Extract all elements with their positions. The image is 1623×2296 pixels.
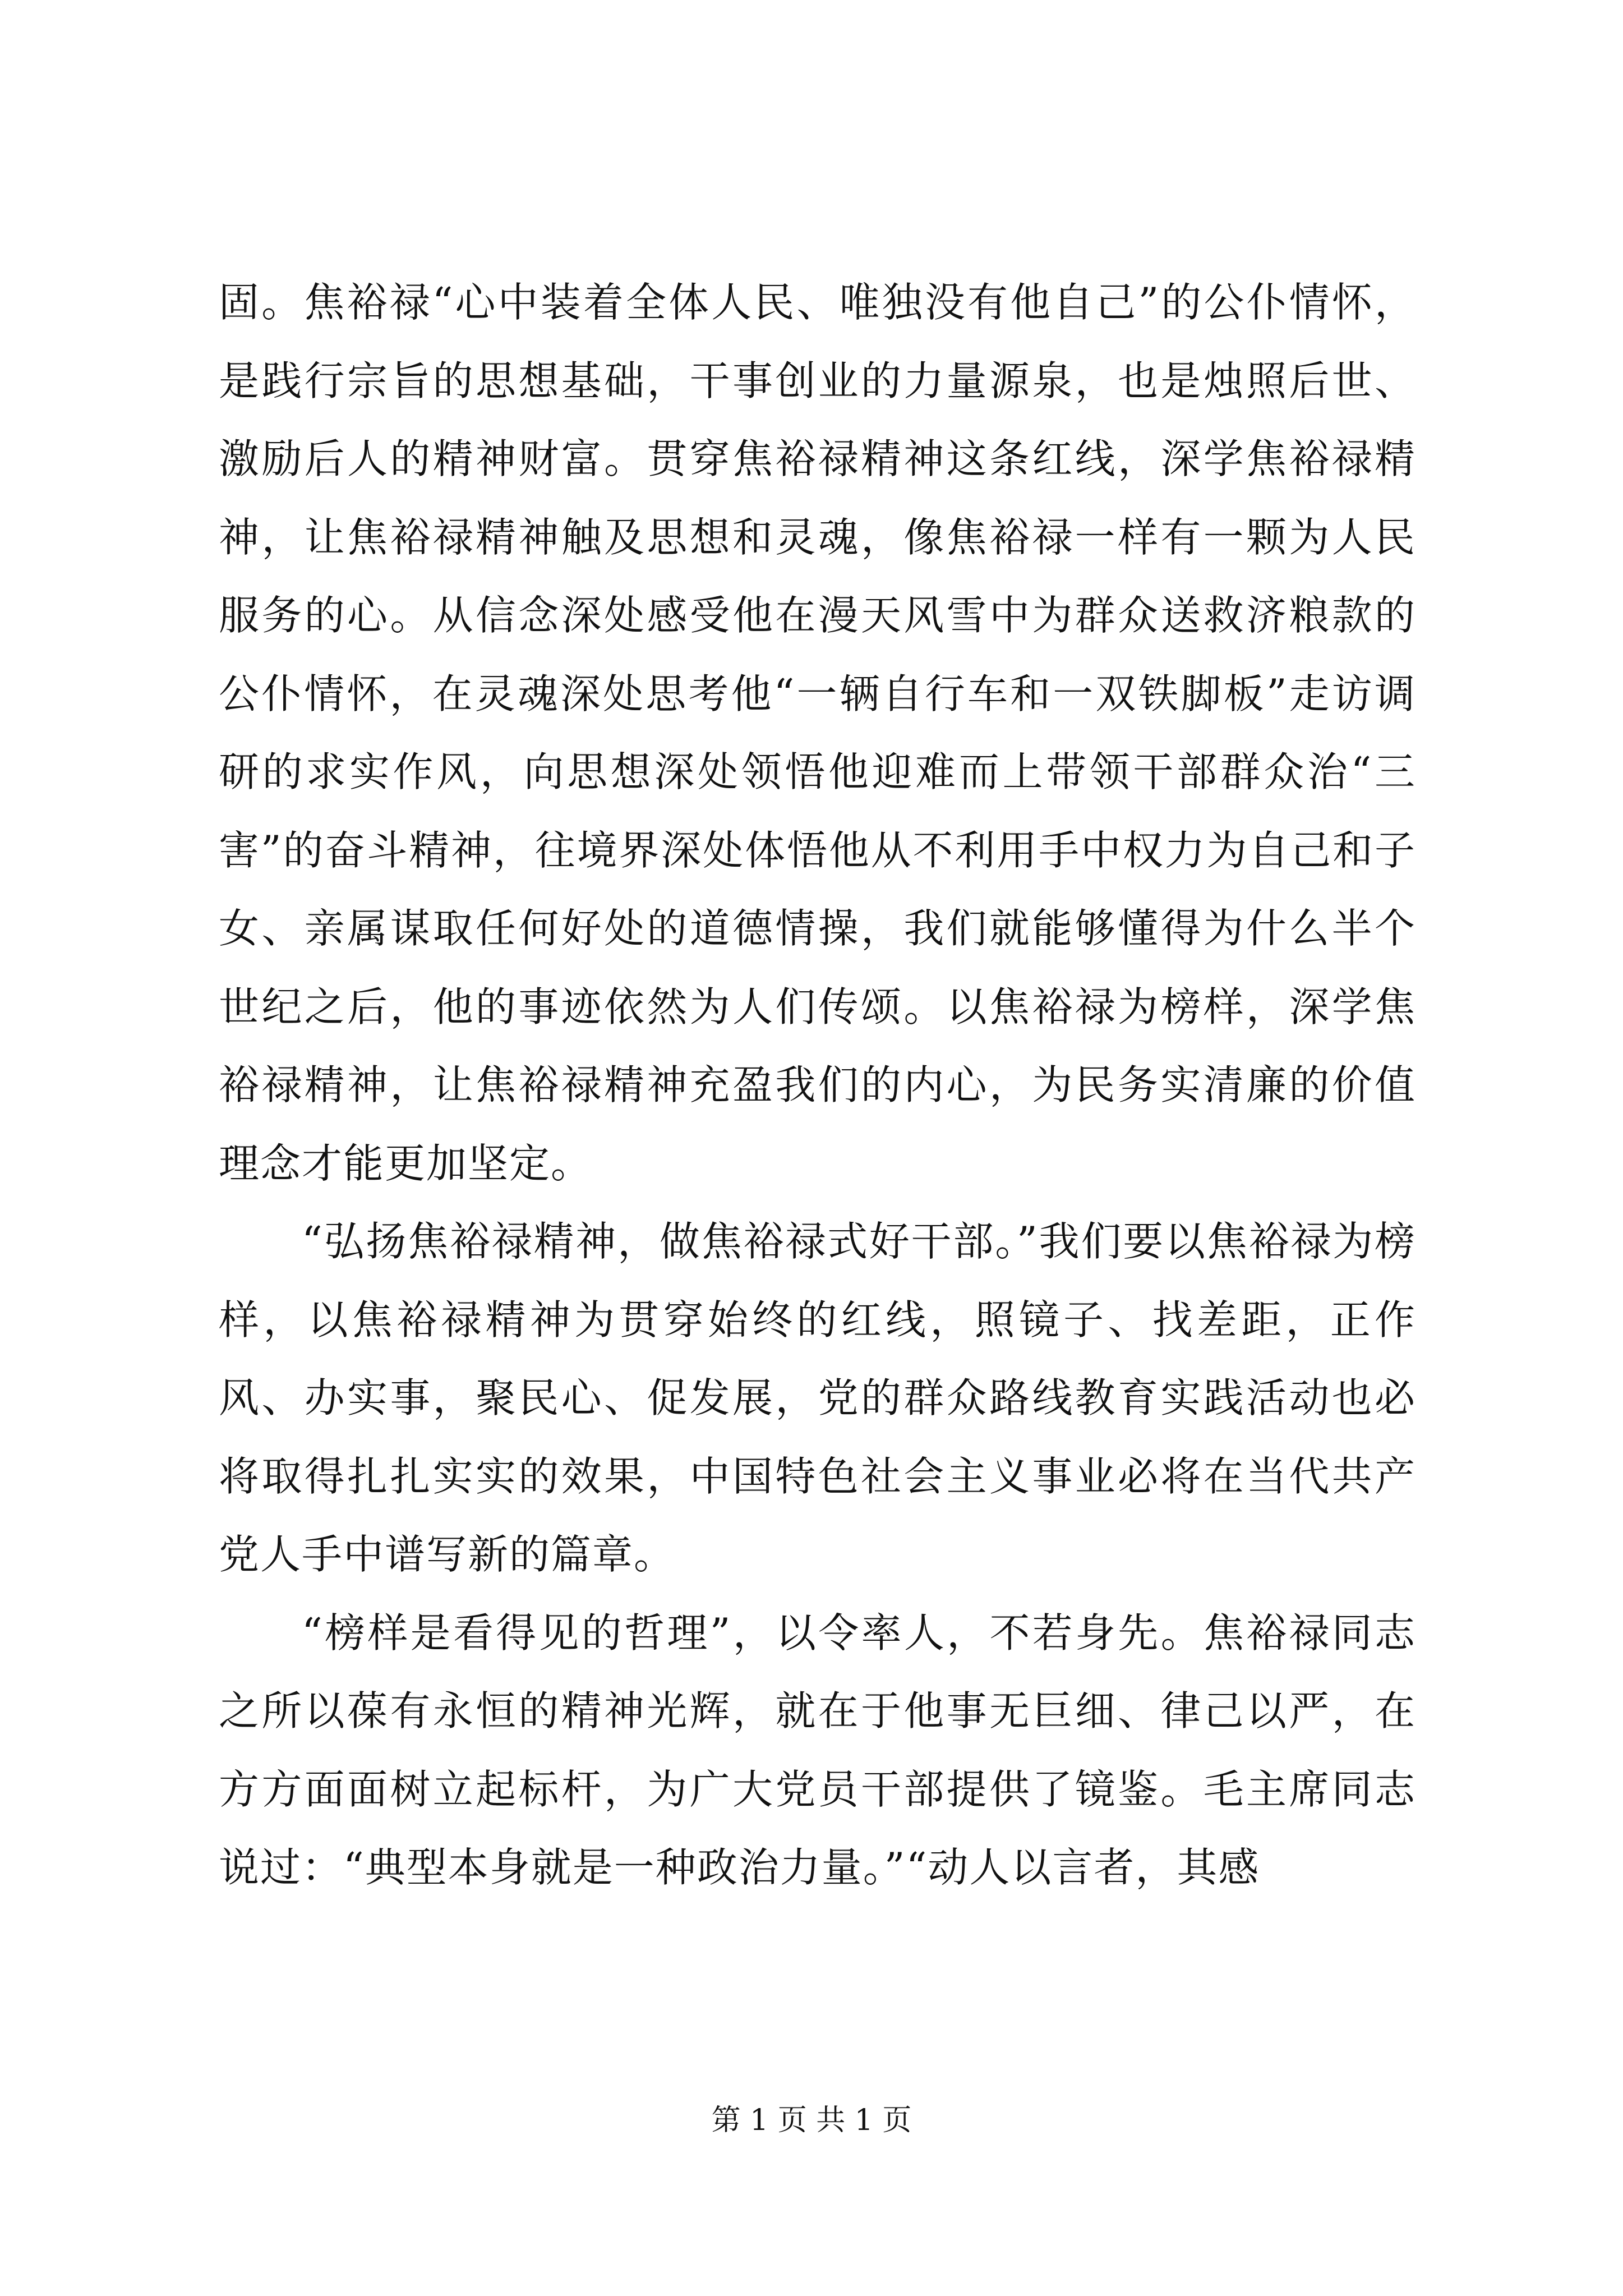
page-footer: 第 1 页 共 1 页 (711, 2104, 912, 2137)
paragraph-2: “弘扬焦裕禄精神，做焦裕禄式好干部。”我们要以焦裕禄为榜样，以焦裕禄精神为贯穿始终的红线，照镜子、找差距，正作风、办实事，聚民心、促发展，党的群众路线教育实践活动也必将取得扎扎实实的效果，中国特色社会主义事业必将在当代共产党人手中谱写新的篇章。 (219, 1218, 1416, 1578)
paragraph-3: “榜样是看得见的哲理”，以令率人，不若身先。焦裕禄同志之所以葆有永恒的精神光辉，就在于他事无巨细、律己以严，在方方面面树立起标杆，为广大党员干部提供了镜鉴。毛主席同志说过：“典型本身就是一种政治力量。”“动人以言者，其感 (219, 1609, 1416, 1891)
document-body (219, 264, 1416, 1907)
paragraph-1: 固。焦裕禄“心中装着全体人民、唯独没有他自己”的公仆情怀，是践行宗旨的思想基础，干事创业的力量源泉，也是烛照后世、激励后人的精神财富。贯穿焦裕禄精神这条红线，深学焦裕禄精神，让焦裕禄精神触及思想和灵魂，像焦裕禄一样有一颗为人民服务的心。从信念深处感受他在漫天风雪中为群众送救济粮款的公仆情怀，在灵魂深处思考他“一辆自行车和一双铁脚板”走访调研的求实作风，向思想深处领悟他迎难而上带领干部群众治“三害”的奋斗精神，往境界深处体悟他从不利用手中权力为自己和子女、亲属谋取任何好处的道德情操，我们就能够懂得为什么半个世纪之后，他的事迹依然为人们传颂。以焦裕禄为榜样，深学焦裕禄精神，让焦裕禄精神充盈我们的内心，为民务实清廉的价值理念才能更加坚定。 (219, 279, 1416, 1187)
